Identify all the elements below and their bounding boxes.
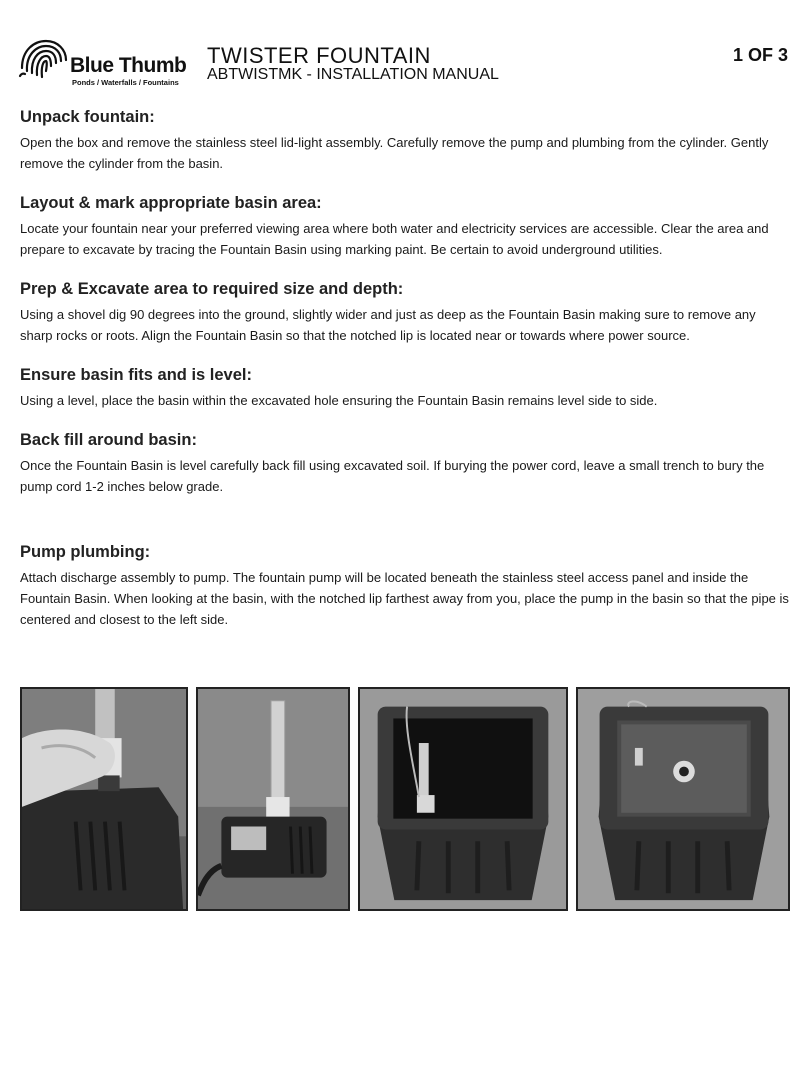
section-text: Using a level, place the basin within the excavated hole ensuring the Fountain Basin remains level side to side. — [20, 393, 658, 408]
photo-basin-with-cover — [576, 687, 790, 911]
section-text: Attach discharge assembly to pump. The fountain pump will be located beneath the stainless steel access panel and inside the Fountain Basin. When looking at the basin, with the notched lip farthest away from you, place the pump in the basin so that the pipe is centered and closest to the left side. — [20, 570, 789, 627]
logo-tagline: Ponds / Waterfalls / Fountains — [72, 78, 179, 87]
photo-strip — [20, 687, 790, 911]
section-layout — [20, 194, 790, 260]
section-text: Once the Fountain Basin is level carefully back fill using excavated soil. If burying the power cord, leave a small trench to bury the pump cord 1-2 inches below grade. — [20, 458, 765, 494]
logo-name: Blue Thumb — [70, 54, 187, 77]
page-indicator: 1 OF 3 — [732, 45, 788, 65]
section-heading: Prep & Excavate area to required size and depth: — [20, 280, 404, 298]
section-unpack — [20, 108, 790, 174]
section-heading: Layout & mark appropriate basin area: — [20, 194, 322, 212]
photo-basin-with-pump — [358, 687, 568, 911]
section-excavate — [20, 280, 790, 346]
section-backfill — [20, 431, 790, 497]
section-text: Locate your fountain near your preferred viewing area where both water and electricity services are accessible. Clear the area and prepare to excavate by tracing the Fountain Basin using marking paint. Be certain to avoid underground utilities. — [20, 221, 769, 257]
document-subtitle: ABTWISTMK - INSTALLATION MANUAL — [207, 66, 499, 83]
blue-thumb-logo — [18, 38, 188, 90]
thumbprint-icon — [18, 38, 68, 80]
section-level — [20, 366, 790, 411]
section-text: Using a shovel dig 90 degrees into the ground, slightly wider and just as deep as the Fountain Basin making sure to remove any sharp rocks or roots. Align the Fountain Basin so that the notched lip is located near or towards where power source. — [20, 307, 756, 343]
section-heading: Pump plumbing: — [20, 543, 151, 561]
section-heading: Unpack fountain: — [20, 108, 155, 126]
section-heading: Ensure basin fits and is level: — [20, 366, 252, 384]
section-pump-plumbing — [20, 543, 790, 630]
photo-attach-pipe — [20, 687, 188, 911]
section-text: Open the box and remove the stainless steel lid-light assembly. Carefully remove the pump and plumbing from the cylinder. Gently remove the cylinder from the basin. — [20, 135, 769, 171]
photo-pump-with-pipe — [196, 687, 350, 911]
section-heading: Back fill around basin: — [20, 431, 197, 449]
instructions — [20, 108, 790, 650]
document-title: TWISTER FOUNTAIN — [207, 43, 431, 68]
page-header — [0, 0, 808, 100]
